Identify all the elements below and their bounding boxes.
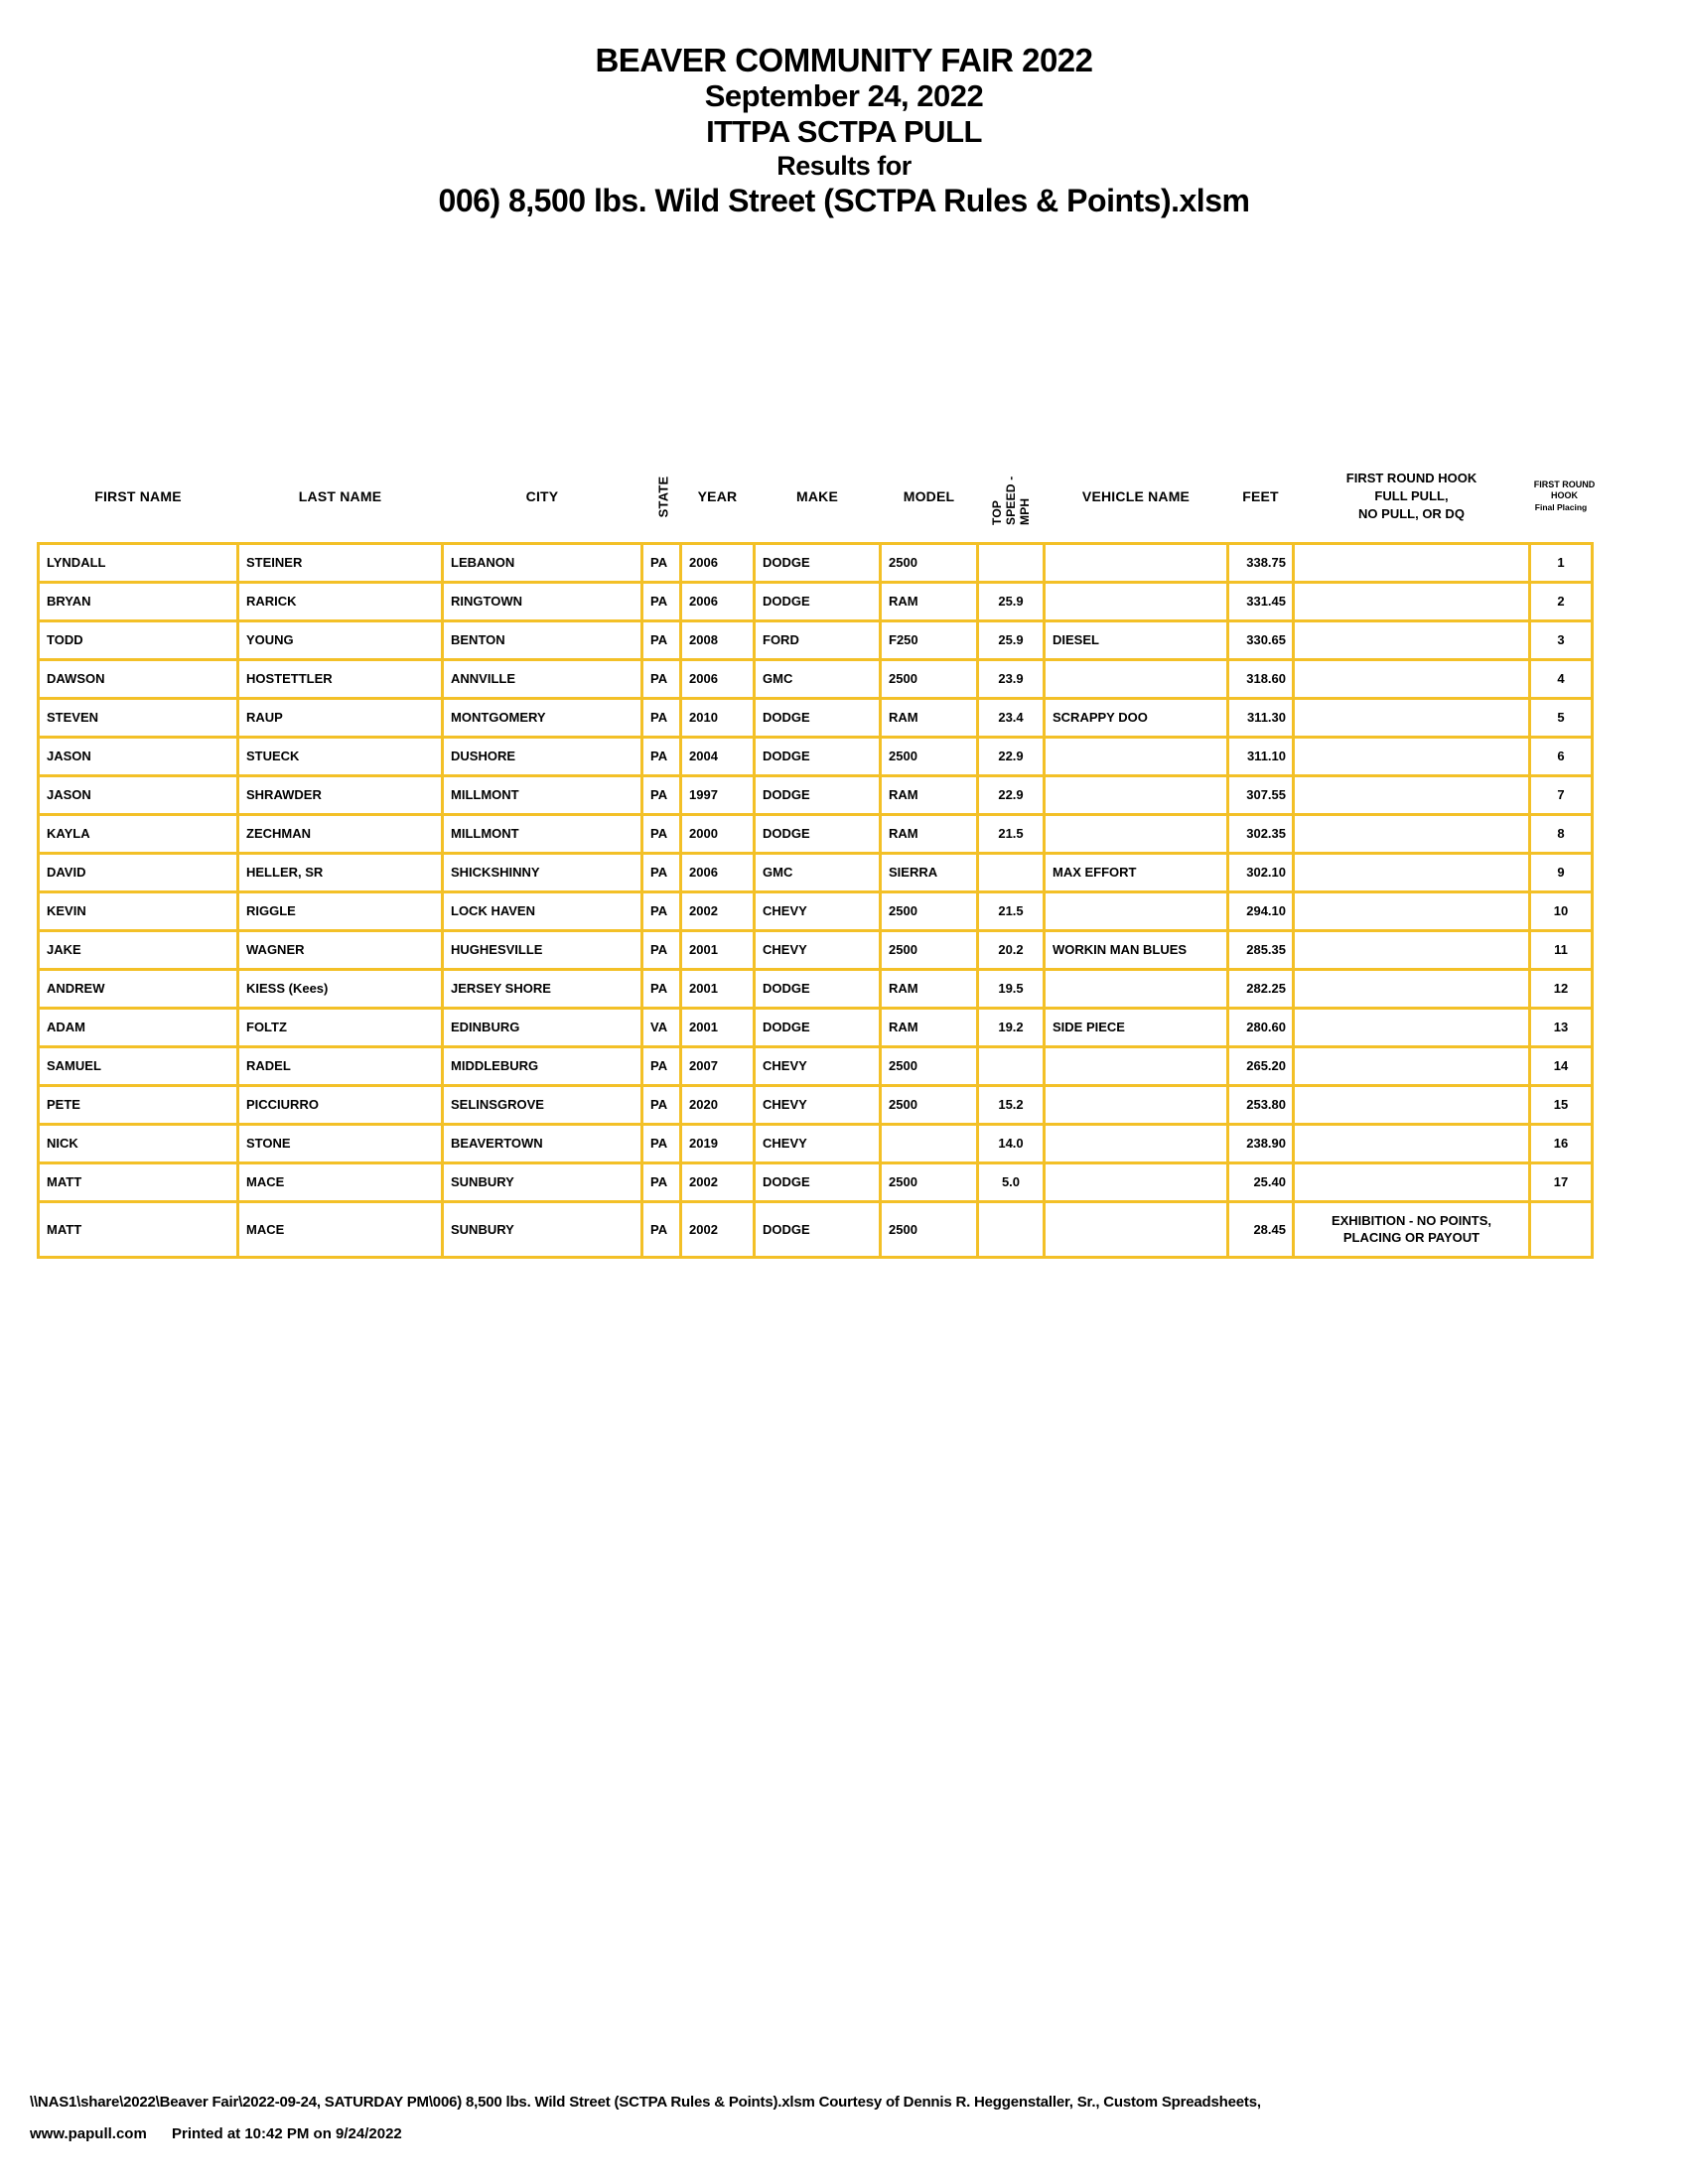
cell-first-round-hook: [1294, 620, 1530, 659]
cell-vehicle-name: WORKIN MAN BLUES: [1045, 930, 1228, 969]
cell-state: PA: [642, 1085, 681, 1124]
cell-first-name: LYNDALL: [39, 543, 238, 582]
table-row: [39, 582, 1593, 620]
cell-final-placing: 15: [1530, 1085, 1593, 1124]
cell-first-round-hook: [1294, 698, 1530, 737]
cell-top-speed: 25.9: [978, 582, 1045, 620]
cell-feet: 338.75: [1228, 543, 1294, 582]
cell-make: CHEVY: [755, 930, 881, 969]
cell-feet: 311.30: [1228, 698, 1294, 737]
cell-year: 2020: [681, 1085, 755, 1124]
cell-make: DODGE: [755, 1008, 881, 1046]
page-footer: [30, 2093, 1678, 2144]
cell-final-placing: 17: [1530, 1162, 1593, 1201]
cell-vehicle-name: [1045, 543, 1228, 582]
cell-state: PA: [642, 891, 681, 930]
cell-first-round-hook: [1294, 1162, 1530, 1201]
cell-first-name: DAWSON: [39, 659, 238, 698]
cell-first-round-hook: [1294, 775, 1530, 814]
cell-year: 2006: [681, 543, 755, 582]
cell-year: 2004: [681, 737, 755, 775]
cell-vehicle-name: [1045, 1124, 1228, 1162]
cell-top-speed: 15.2: [978, 1085, 1045, 1124]
cell-model: 2500: [881, 930, 978, 969]
col-header-final-placing: FIRST ROUND HOOK Final Placing: [1533, 479, 1596, 513]
cell-vehicle-name: [1045, 969, 1228, 1008]
cell-top-speed: 22.9: [978, 737, 1045, 775]
cell-city: MILLMONT: [443, 814, 642, 853]
cell-state: PA: [642, 582, 681, 620]
results-table-container: [37, 452, 1594, 1259]
cell-model: 2500: [881, 1201, 978, 1257]
cell-last-name: PICCIURRO: [238, 1085, 443, 1124]
cell-first-round-hook: [1294, 853, 1530, 891]
cell-final-placing: 4: [1530, 659, 1593, 698]
organization-title: ITTPA SCTPA PULL: [706, 114, 982, 149]
cell-feet: 285.35: [1228, 930, 1294, 969]
website-link: www.papull.com: [30, 2125, 147, 2142]
cell-last-name: KIESS (Kees): [238, 969, 443, 1008]
cell-top-speed: 21.5: [978, 891, 1045, 930]
table-row: [39, 853, 1593, 891]
col-header-city: CITY: [525, 488, 559, 505]
cell-top-speed: 19.5: [978, 969, 1045, 1008]
cell-feet: 28.45: [1228, 1201, 1294, 1257]
cell-state: PA: [642, 853, 681, 891]
cell-city: BEAVERTOWN: [443, 1124, 642, 1162]
cell-make: DODGE: [755, 775, 881, 814]
cell-make: DODGE: [755, 1201, 881, 1257]
cell-vehicle-name: SIDE PIECE: [1045, 1008, 1228, 1046]
cell-feet: 318.60: [1228, 659, 1294, 698]
event-title: BEAVER COMMUNITY FAIR 2022: [595, 42, 1093, 78]
table-row: [39, 737, 1593, 775]
cell-make: DODGE: [755, 737, 881, 775]
cell-first-name: KEVIN: [39, 891, 238, 930]
cell-first-round-hook: [1294, 659, 1530, 698]
cell-city: HUGHESVILLE: [443, 930, 642, 969]
cell-city: DUSHORE: [443, 737, 642, 775]
cell-vehicle-name: [1045, 737, 1228, 775]
cell-state: PA: [642, 814, 681, 853]
table-row: [39, 1162, 1593, 1201]
col-header-feet: FEET: [1242, 488, 1279, 505]
cell-city: SELINSGROVE: [443, 1085, 642, 1124]
cell-first-name: KAYLA: [39, 814, 238, 853]
cell-first-name: ADAM: [39, 1008, 238, 1046]
table-row: [39, 891, 1593, 930]
cell-last-name: MACE: [238, 1162, 443, 1201]
cell-first-name: TODD: [39, 620, 238, 659]
printed-timestamp: Printed at 10:42 PM on 9/24/2022: [172, 2125, 402, 2142]
cell-first-round-hook: [1294, 543, 1530, 582]
cell-city: RINGTOWN: [443, 582, 642, 620]
cell-final-placing: 3: [1530, 620, 1593, 659]
cell-model: RAM: [881, 698, 978, 737]
cell-model: 2500: [881, 737, 978, 775]
cell-feet: 238.90: [1228, 1124, 1294, 1162]
cell-vehicle-name: [1045, 659, 1228, 698]
event-date: September 24, 2022: [704, 78, 984, 113]
cell-top-speed: 21.5: [978, 814, 1045, 853]
cell-feet: 311.10: [1228, 737, 1294, 775]
cell-feet: 302.10: [1228, 853, 1294, 891]
cell-top-speed: [978, 853, 1045, 891]
cell-model: RAM: [881, 814, 978, 853]
col-header-first-name: FIRST NAME: [94, 488, 182, 505]
cell-first-name: JASON: [39, 737, 238, 775]
cell-model: 2500: [881, 659, 978, 698]
cell-vehicle-name: SCRAPPY DOO: [1045, 698, 1228, 737]
table-row: [39, 698, 1593, 737]
cell-make: FORD: [755, 620, 881, 659]
cell-feet: 265.20: [1228, 1046, 1294, 1085]
cell-first-round-hook: [1294, 1008, 1530, 1046]
cell-make: CHEVY: [755, 1046, 881, 1085]
cell-vehicle-name: [1045, 582, 1228, 620]
cell-final-placing: 9: [1530, 853, 1593, 891]
col-header-model: MODEL: [903, 488, 955, 505]
table-row: [39, 814, 1593, 853]
cell-first-name: PETE: [39, 1085, 238, 1124]
cell-state: PA: [642, 775, 681, 814]
table-row: [39, 659, 1593, 698]
cell-feet: 25.40: [1228, 1162, 1294, 1201]
cell-make: DODGE: [755, 1162, 881, 1201]
cell-state: PA: [642, 1046, 681, 1085]
cell-state: VA: [642, 1008, 681, 1046]
cell-year: 2019: [681, 1124, 755, 1162]
cell-top-speed: [978, 1046, 1045, 1085]
cell-city: MILLMONT: [443, 775, 642, 814]
cell-final-placing: 1: [1530, 543, 1593, 582]
cell-year: 2002: [681, 1201, 755, 1257]
cell-final-placing: 11: [1530, 930, 1593, 969]
results-table: [37, 452, 1594, 1259]
cell-first-name: NICK: [39, 1124, 238, 1162]
table-row: [39, 1201, 1593, 1257]
cell-state: PA: [642, 1162, 681, 1201]
cell-feet: 302.35: [1228, 814, 1294, 853]
cell-model: RAM: [881, 1008, 978, 1046]
cell-feet: 307.55: [1228, 775, 1294, 814]
cell-city: BENTON: [443, 620, 642, 659]
cell-top-speed: 5.0: [978, 1162, 1045, 1201]
cell-final-placing: 8: [1530, 814, 1593, 853]
cell-state: PA: [642, 737, 681, 775]
cell-last-name: RIGGLE: [238, 891, 443, 930]
cell-year: 2001: [681, 1008, 755, 1046]
cell-final-placing: 14: [1530, 1046, 1593, 1085]
cell-vehicle-name: [1045, 891, 1228, 930]
cell-city: MIDDLEBURG: [443, 1046, 642, 1085]
table-row: [39, 543, 1593, 582]
cell-last-name: ZECHMAN: [238, 814, 443, 853]
cell-vehicle-name: [1045, 775, 1228, 814]
cell-make: DODGE: [755, 543, 881, 582]
cell-model: RAM: [881, 775, 978, 814]
cell-model: 2500: [881, 1162, 978, 1201]
cell-city: SUNBURY: [443, 1162, 642, 1201]
cell-first-round-hook: [1294, 969, 1530, 1008]
cell-make: GMC: [755, 659, 881, 698]
cell-state: PA: [642, 1124, 681, 1162]
cell-year: 2006: [681, 659, 755, 698]
cell-year: 2002: [681, 891, 755, 930]
cell-first-name: DAVID: [39, 853, 238, 891]
cell-year: 2010: [681, 698, 755, 737]
table-row: [39, 1085, 1593, 1124]
cell-top-speed: 22.9: [978, 775, 1045, 814]
cell-model: SIERRA: [881, 853, 978, 891]
cell-make: DODGE: [755, 582, 881, 620]
cell-vehicle-name: DIESEL: [1045, 620, 1228, 659]
cell-last-name: RAUP: [238, 698, 443, 737]
cell-year: 2001: [681, 969, 755, 1008]
cell-first-round-hook: [1294, 1085, 1530, 1124]
cell-last-name: STUECK: [238, 737, 443, 775]
cell-model: [881, 1124, 978, 1162]
cell-make: DODGE: [755, 969, 881, 1008]
cell-state: PA: [642, 1201, 681, 1257]
cell-year: 2006: [681, 853, 755, 891]
cell-last-name: STEINER: [238, 543, 443, 582]
table-row: [39, 969, 1593, 1008]
cell-final-placing: 2: [1530, 582, 1593, 620]
cell-state: PA: [642, 543, 681, 582]
cell-city: MONTGOMERY: [443, 698, 642, 737]
cell-model: 2500: [881, 891, 978, 930]
cell-last-name: FOLTZ: [238, 1008, 443, 1046]
cell-year: 2006: [681, 582, 755, 620]
cell-model: RAM: [881, 969, 978, 1008]
cell-state: PA: [642, 659, 681, 698]
cell-first-name: JAKE: [39, 930, 238, 969]
cell-first-round-hook: [1294, 1046, 1530, 1085]
cell-top-speed: 20.2: [978, 930, 1045, 969]
cell-final-placing: 5: [1530, 698, 1593, 737]
cell-first-name: STEVEN: [39, 698, 238, 737]
cell-first-round-hook: [1294, 737, 1530, 775]
cell-top-speed: 23.4: [978, 698, 1045, 737]
cell-last-name: YOUNG: [238, 620, 443, 659]
table-row: [39, 1124, 1593, 1162]
cell-last-name: STONE: [238, 1124, 443, 1162]
cell-year: 2007: [681, 1046, 755, 1085]
cell-last-name: RARICK: [238, 582, 443, 620]
cell-first-name: SAMUEL: [39, 1046, 238, 1085]
cell-last-name: HELLER, SR: [238, 853, 443, 891]
cell-first-round-hook: [1294, 1124, 1530, 1162]
cell-first-round-hook: [1294, 891, 1530, 930]
cell-first-name: MATT: [39, 1201, 238, 1257]
cell-final-placing: 10: [1530, 891, 1593, 930]
cell-top-speed: 19.2: [978, 1008, 1045, 1046]
cell-state: PA: [642, 698, 681, 737]
cell-year: 2001: [681, 930, 755, 969]
cell-final-placing: 12: [1530, 969, 1593, 1008]
cell-vehicle-name: MAX EFFORT: [1045, 853, 1228, 891]
table-row: [39, 930, 1593, 969]
cell-model: RAM: [881, 582, 978, 620]
results-label: Results for: [776, 151, 912, 181]
cell-final-placing: 7: [1530, 775, 1593, 814]
cell-feet: 253.80: [1228, 1085, 1294, 1124]
cell-make: DODGE: [755, 698, 881, 737]
cell-final-placing: 13: [1530, 1008, 1593, 1046]
cell-final-placing: [1530, 1201, 1593, 1257]
cell-vehicle-name: [1045, 1201, 1228, 1257]
cell-feet: 331.45: [1228, 582, 1294, 620]
header-row: [39, 452, 1593, 543]
cell-city: JERSEY SHORE: [443, 969, 642, 1008]
cell-last-name: MACE: [238, 1201, 443, 1257]
cell-model: 2500: [881, 1085, 978, 1124]
cell-vehicle-name: [1045, 1162, 1228, 1201]
cell-make: CHEVY: [755, 1124, 881, 1162]
table-row: [39, 620, 1593, 659]
results-tbody: [39, 543, 1593, 1257]
cell-first-round-hook: [1294, 582, 1530, 620]
report-header: [0, 42, 1688, 218]
cell-make: CHEVY: [755, 1085, 881, 1124]
cell-vehicle-name: [1045, 1085, 1228, 1124]
cell-year: 2008: [681, 620, 755, 659]
col-header-make: MAKE: [795, 488, 839, 505]
cell-make: CHEVY: [755, 891, 881, 930]
cell-first-name: ANDREW: [39, 969, 238, 1008]
cell-last-name: RADEL: [238, 1046, 443, 1085]
file-path-credit: \\NAS1\share\2022\Beaver Fair\2022-09-24, SATURDAY PM\006) 8,500 lbs. Wild Street (SCTPA Rules & Points).xlsm Courtesy of Dennis R. Heggenstaller, Sr., Custom Spreadsheets,: [30, 2094, 1261, 2111]
cell-year: 1997: [681, 775, 755, 814]
table-row: [39, 1008, 1593, 1046]
cell-top-speed: 14.0: [978, 1124, 1045, 1162]
cell-state: PA: [642, 620, 681, 659]
cell-year: 2000: [681, 814, 755, 853]
cell-last-name: HOSTETTLER: [238, 659, 443, 698]
cell-top-speed: 23.9: [978, 659, 1045, 698]
col-header-year: YEAR: [697, 488, 738, 505]
cell-city: ANNVILLE: [443, 659, 642, 698]
cell-feet: 294.10: [1228, 891, 1294, 930]
class-file-name: 006) 8,500 lbs. Wild Street (SCTPA Rules & Points).xlsm: [438, 183, 1250, 218]
cell-vehicle-name: [1045, 814, 1228, 853]
cell-top-speed: 25.9: [978, 620, 1045, 659]
cell-feet: 280.60: [1228, 1008, 1294, 1046]
col-header-first-round-hook: FIRST ROUND HOOK FULL PULL, NO PULL, OR DQ: [1345, 471, 1477, 522]
table-row: [39, 1046, 1593, 1085]
cell-first-round-hook: [1294, 814, 1530, 853]
cell-make: DODGE: [755, 814, 881, 853]
cell-vehicle-name: [1045, 1046, 1228, 1085]
col-header-vehicle-name: VEHICLE NAME: [1081, 488, 1191, 505]
cell-make: GMC: [755, 853, 881, 891]
cell-first-round-hook: [1294, 930, 1530, 969]
col-header-state: STATE: [654, 476, 670, 518]
cell-model: 2500: [881, 1046, 978, 1085]
cell-city: SUNBURY: [443, 1201, 642, 1257]
cell-first-name: BRYAN: [39, 582, 238, 620]
cell-top-speed: [978, 543, 1045, 582]
cell-state: PA: [642, 969, 681, 1008]
cell-year: 2002: [681, 1162, 755, 1201]
cell-final-placing: 6: [1530, 737, 1593, 775]
cell-city: LOCK HAVEN: [443, 891, 642, 930]
cell-state: PA: [642, 930, 681, 969]
cell-city: EDINBURG: [443, 1008, 642, 1046]
cell-city: LEBANON: [443, 543, 642, 582]
cell-first-name: MATT: [39, 1162, 238, 1201]
col-header-top-speed: TOP SPEED - MPH: [990, 476, 1032, 526]
table-row: [39, 775, 1593, 814]
cell-first-round-hook: EXHIBITION - NO POINTS, PLACING OR PAYOUT: [1294, 1201, 1530, 1257]
cell-last-name: SHRAWDER: [238, 775, 443, 814]
cell-top-speed: [978, 1201, 1045, 1257]
cell-model: F250: [881, 620, 978, 659]
col-header-last-name: LAST NAME: [298, 488, 382, 505]
cell-last-name: WAGNER: [238, 930, 443, 969]
cell-final-placing: 16: [1530, 1124, 1593, 1162]
cell-feet: 282.25: [1228, 969, 1294, 1008]
cell-feet: 330.65: [1228, 620, 1294, 659]
cell-first-name: JASON: [39, 775, 238, 814]
cell-city: SHICKSHINNY: [443, 853, 642, 891]
cell-model: 2500: [881, 543, 978, 582]
